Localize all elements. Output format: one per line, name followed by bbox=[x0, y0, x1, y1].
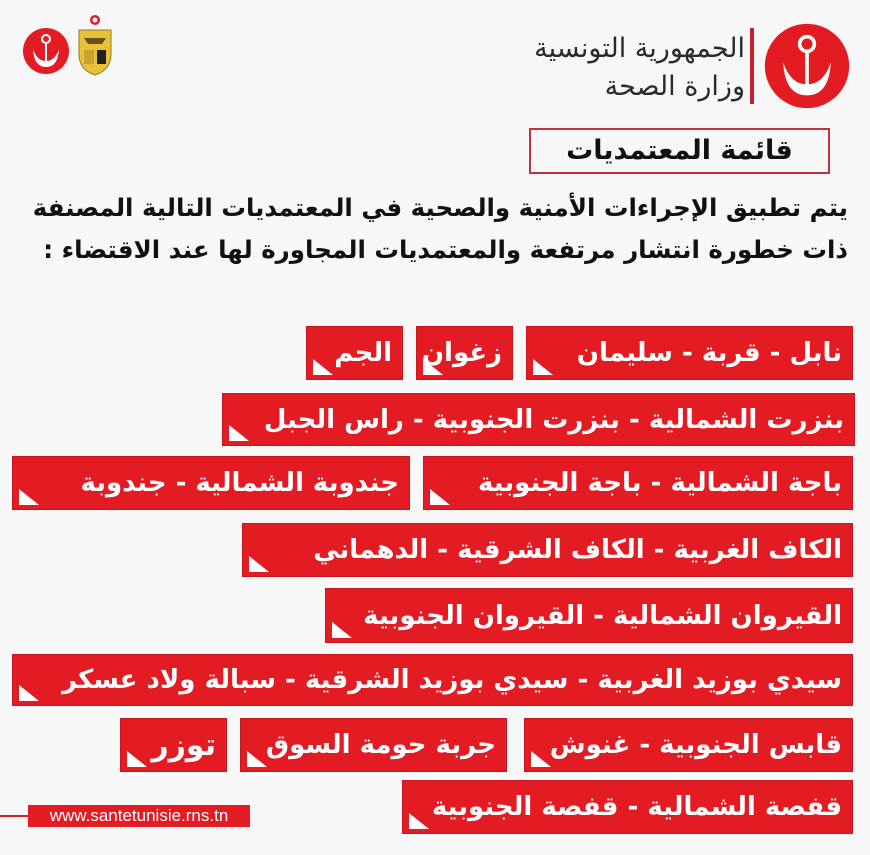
corner-triangle-icon bbox=[247, 751, 267, 767]
anchor-crescent-icon bbox=[22, 27, 70, 75]
coat-of-arms-icon bbox=[76, 14, 114, 76]
ministry-logo bbox=[763, 22, 851, 110]
delegation-box: القيروان الشمالية - القيروان الجنوبية bbox=[325, 588, 853, 643]
delegation-box: زغوان bbox=[416, 326, 513, 380]
delegation-box: الجم bbox=[306, 326, 403, 380]
delegation-box: قابس الجنوبية - غنوش bbox=[524, 718, 853, 772]
corner-triangle-icon bbox=[19, 685, 39, 701]
delegation-box: بنزرت الشمالية - بنزرت الجنوبية - راس الجبل bbox=[222, 393, 855, 446]
ministry-logo-small bbox=[22, 27, 70, 75]
anchor-crescent-icon bbox=[763, 22, 851, 110]
corner-triangle-icon bbox=[127, 751, 147, 767]
delegation-box: جربة حومة السوق bbox=[240, 718, 507, 772]
corner-triangle-icon bbox=[531, 751, 551, 767]
delegation-box: توزر bbox=[120, 718, 227, 772]
delegation-box: قفصة الشمالية - قفصة الجنوبية bbox=[402, 780, 853, 834]
intro-text: يتم تطبيق الإجراءات الأمنية والصحية في المعتمديات التالية المصنفة ذات خطورة انتشار مرتفعة والمعتمديات المجاورة لها عند الاقتضاء : bbox=[32, 193, 848, 264]
corner-triangle-icon bbox=[430, 489, 450, 505]
corner-triangle-icon bbox=[533, 359, 553, 375]
corner-triangle-icon bbox=[313, 359, 333, 375]
delegation-box: جندوبة الشمالية - جندوبة bbox=[12, 456, 410, 510]
delegation-box: الكاف الغربية - الكاف الشرقية - الدهماني bbox=[242, 523, 853, 577]
republic-name: الجمهورية التونسية bbox=[534, 33, 745, 64]
header-divider bbox=[750, 28, 754, 104]
corner-triangle-icon bbox=[423, 359, 443, 375]
ministry-name bbox=[534, 30, 745, 106]
url-connector-line bbox=[0, 815, 30, 817]
page-title: قائمة المعتمديات bbox=[529, 128, 830, 174]
ministry-title: وزارة الصحة bbox=[604, 71, 745, 102]
delegation-box: سيدي بوزيد الغربية - سيدي بوزيد الشرقية - سبالة ولاد عسكر bbox=[12, 654, 853, 706]
delegation-box: باجة الشمالية - باجة الجنوبية bbox=[423, 456, 853, 510]
corner-triangle-icon bbox=[19, 489, 39, 505]
corner-triangle-icon bbox=[229, 425, 249, 441]
corner-triangle-icon bbox=[409, 813, 429, 829]
corner-triangle-icon bbox=[332, 622, 352, 638]
website-link[interactable]: www.santetunisie.rns.tn bbox=[28, 805, 250, 827]
corner-triangle-icon bbox=[249, 556, 269, 572]
delegation-box: نابل - قربة - سليمان bbox=[526, 326, 853, 380]
tunisia-coat-of-arms bbox=[76, 14, 114, 76]
